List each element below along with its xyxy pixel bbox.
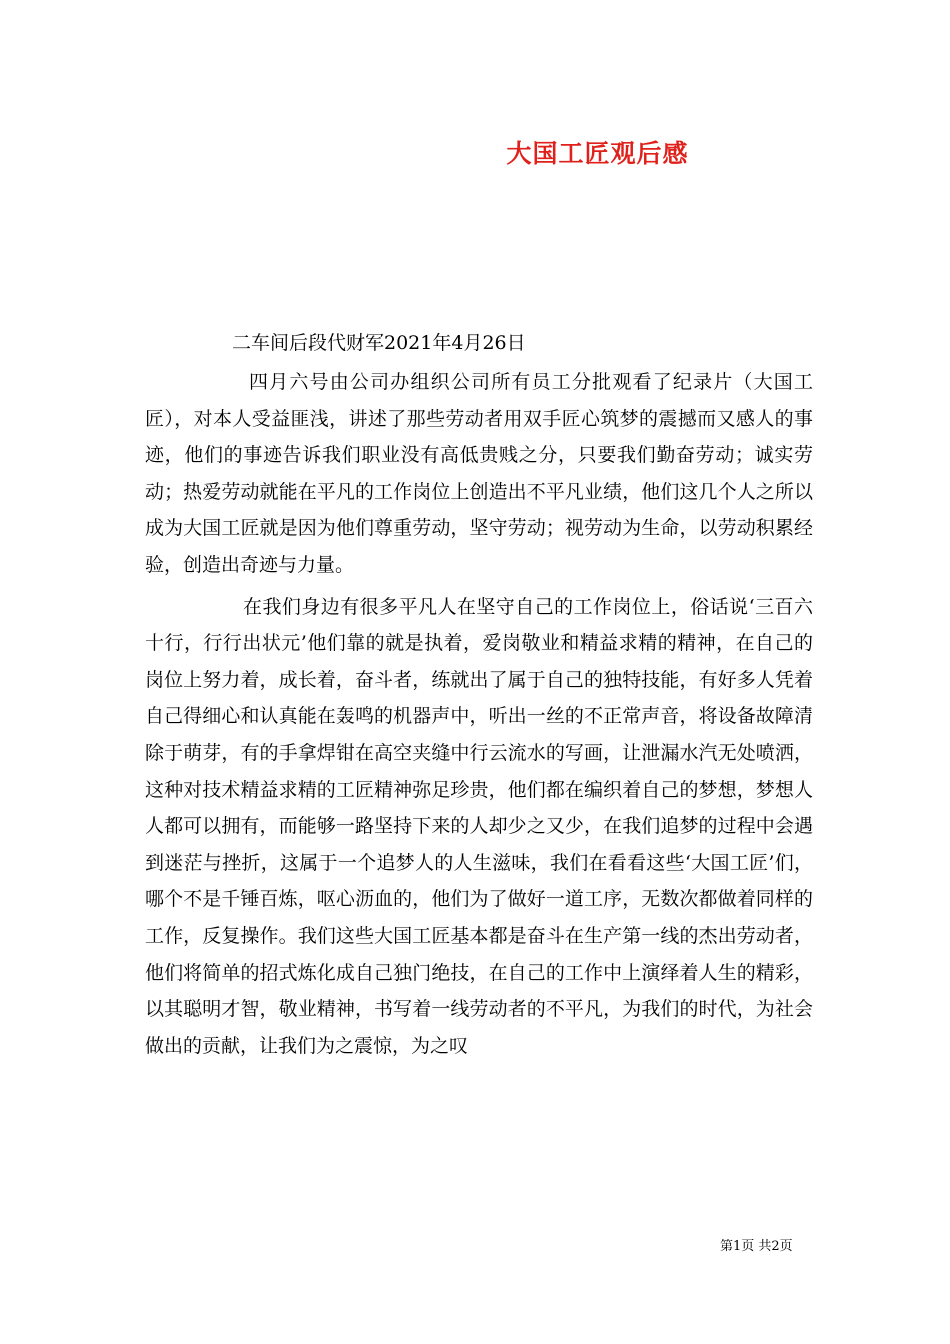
body-paragraph-2: 在我们身边有很多平凡人在坚守自己的工作岗位上，俗话说‘三百六十行，行行出状元’他们靠的就是执着，爱岗敬业和精益求精的精神，在自己的岗位上努力着，成长着，奋斗者，练就出了属于自己的独特技能，有好多人凭着自己得细心和认真能在轰鸣的机器声中，听出一丝的不正常声音，将设备故障清除于萌芽，有的手拿焊钳在高空夹缝中行云流水的写画，让泄漏水汽无处喷洒，这种对技术精益求精的工匠精神弥足珍贵，他们都在编织着自己的梦想，梦想人人都可以拥有，而能够一路坚持下来的人却少之又少，在我们追梦的过程中会遇到迷茫与挫折，这属于一个追梦人的人生滋味，我们在看看这些‘大国工匠’们，哪个不是千锤百炼，呕心沥血的，他们为了做好一道工序，无数次都做着同样的工作，反复操作。我们这些大国工匠基本都是奋斗在生产第一线的杰出劳动者，他们将简单的招式炼化成自己独门绝技，在自己的工作中上演绎着人生的精彩，以其聪明才智，敬业精神，书写着一线劳动者的不平凡，为我们的时代，为社会做出的贡献，让我们为之震惊，为之叹	[145, 595, 813, 1057]
body-paragraph-1: 四月六号由公司办组织公司所有员工分批观看了纪录片（大国工匠），对本人受益匪浅，讲述了那些劳动者用双手匠心筑梦的震撼而又感人的事迹，他们的事迹告诉我们职业没有高低贵贱之分，只要我们勤奋劳动；诚实劳动；热爱劳动就能在平凡的工作岗位上创造出不平凡业绩，他们这几个人之所以成为大国工匠就是因为他们尊重劳动，坚守劳动；视劳动为生命，以劳动积累经验，创造出奇迹与力量。	[145, 371, 813, 576]
author-date-line: 二车间后段代财军2021年4月26日	[232, 332, 526, 354]
page-number-footer: 第1页 共2页	[720, 1239, 793, 1254]
document-body	[145, 364, 813, 1064]
document-title: 大国工匠观后感	[506, 139, 689, 168]
